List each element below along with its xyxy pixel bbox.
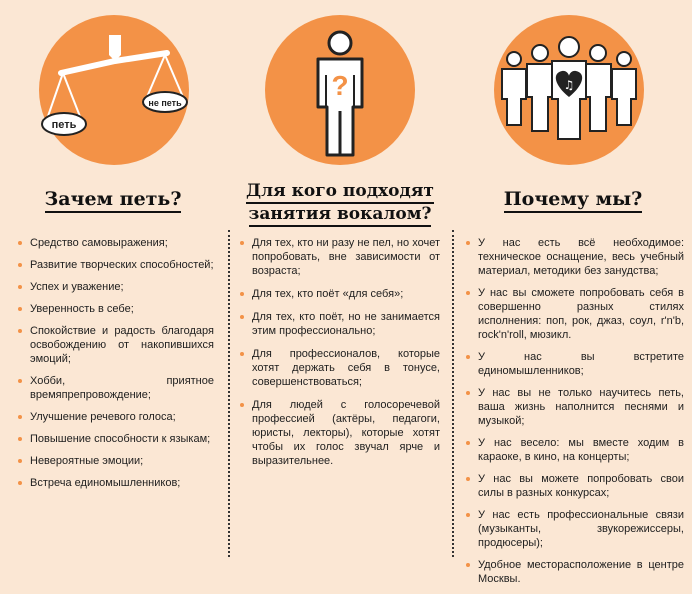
scales-icon [39,15,189,165]
list-item: У нас вы можете попробовать свои силы в разных конкурсах; [466,472,684,500]
person-question-icon [265,15,415,165]
list-item: Невероятные эмоции; [18,454,214,468]
list-item: Хобби, приятное времяпрепровождение; [18,374,214,402]
list-item: У нас весело: мы вместе ходим в караоке, в кино, на концерты; [466,436,684,464]
list-item: Спокойствие и радость благодаря освобождению от накопившихся эмоций; [18,324,214,366]
heading-who-suits: Для кого подходят занятия вокалом? [226,180,454,226]
icon-circle [39,15,189,165]
list-item: У нас вы встретите единомышленников; [466,350,684,378]
list-item: У нас вы сможете попробовать себя в совершенно разных стилях исполнения: поп, рок, джаз, соул, r'n'b, rock'n'roll, мюзикл. [466,286,684,342]
list-item: Для людей с голосоречевой профессией (актёры, педагоги, юристы, лекторы), которые хотят чтобы их голос звучал ярче и выразительнее. [240,398,440,468]
list-item: Улучшение речевого голоса; [18,410,214,424]
list-item: Для профессионалов, которые хотят держать себя в тонусе, совершенствоваться; [240,347,440,389]
left-pan-label: петь [51,119,77,131]
list-why-us [466,236,684,594]
list-item: Средство самовыражения; [18,236,214,250]
list-who-suits [240,236,440,477]
list-item: Для тех, кто поёт, но не занимается этим профессионально; [240,310,440,338]
column-why-sing [0,0,226,569]
column-who-suits [226,0,454,569]
list-item: Развитие творческих способностей; [18,258,214,272]
list-item: Для тех, кто ни разу не пел, но хочет попробовать, вне зависимости от возраста; [240,236,440,278]
group-heart-icon [494,15,644,165]
list-item: У нас есть профессиональные связи (музыканты, звукорежиссеры, продюсеры); [466,508,684,550]
list-item: Удобное месторасположение в центре Москвы. [466,558,684,586]
icon-circle [494,15,644,165]
list-item: Уверенность в себе; [18,302,214,316]
heading-why-sing: Зачем петь? [0,188,226,210]
list-item: Повышение способности к языкам; [18,432,214,446]
list-item: Успех и уважение; [18,280,214,294]
icon-circle [265,15,415,165]
list-why-sing [18,236,214,498]
question-mark: ? [331,70,349,101]
right-pan-label: не петь [148,98,182,108]
list-item: Для тех, кто поёт «для себя»; [240,287,440,301]
list-item: У нас вы не только научитесь петь, ваша жизнь наполнится песнями и музыкой; [466,386,684,428]
heading-why-us: Почему мы? [454,188,692,210]
music-note: ♫ [563,78,575,92]
list-item: У нас есть всё необходимое: техническое оснащение, весь учебный материал, методики без занудства; [466,236,684,278]
column-why-us [454,0,692,585]
list-item: Встреча единомышленников; [18,476,214,490]
